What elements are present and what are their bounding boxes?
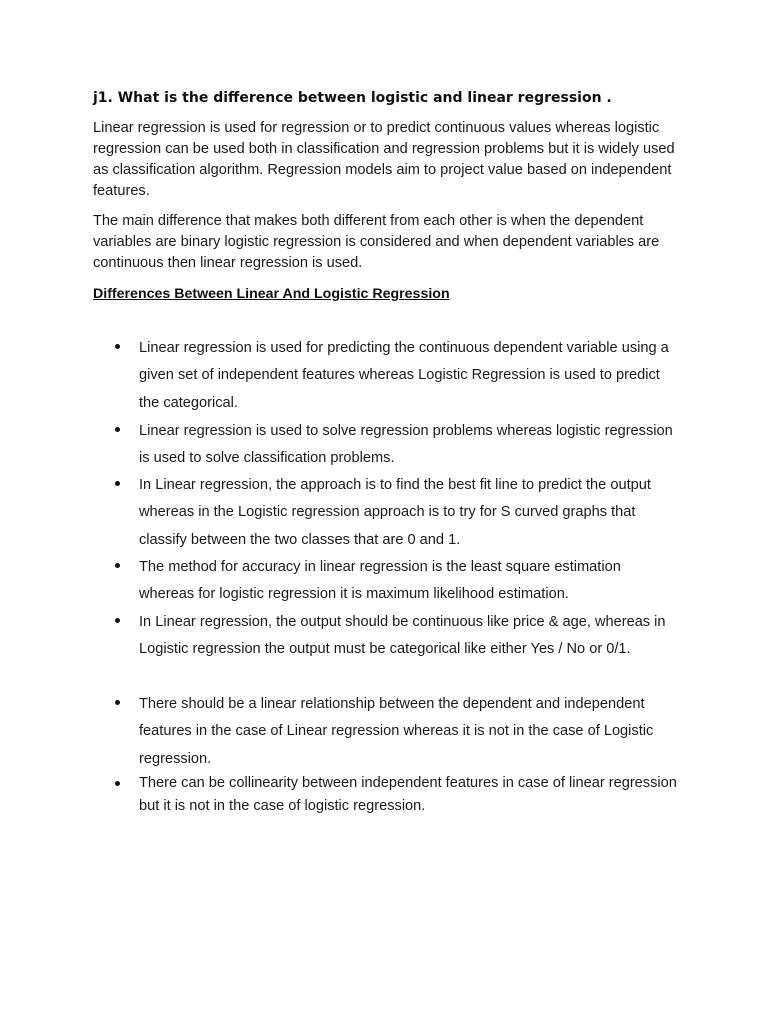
- list-item: [139, 691, 679, 773]
- list-item-text: Linear regression is used to solve regression problems whereas logistic regression is used to solve classification problems.: [139, 423, 673, 467]
- list-item-text: In Linear regression, the approach is to find the best fit line to predict the output whereas in the Logistic regression approach is to try for S curved graphs that classify between the two classes that are 0 and 1.: [139, 477, 651, 548]
- list-item: [139, 554, 679, 609]
- bullet-icon: [115, 344, 120, 349]
- list-item: [139, 772, 679, 818]
- bullet-icon: [115, 618, 120, 623]
- list-item-text: Linear regression is used for predicting the continuous dependent variable using a given set of independent features whereas Logistic Regression is used to predict the categorical.: [139, 340, 669, 411]
- section-heading: Differences Between Linear And Logistic Regression: [93, 286, 450, 302]
- list-item-text: There should be a linear relationship between the dependent and independent features in the case of Linear regression whereas it is not in the case of Logistic regression.: [139, 696, 654, 767]
- bullet-icon: [115, 781, 120, 786]
- list-item-text: The method for accuracy in linear regression is the least square estimation whereas for logistic regression it is maximum likelihood estimation.: [139, 559, 621, 603]
- bullet-icon: [115, 563, 120, 568]
- paragraph-intro: Linear regression is used for regression or to predict continuous values whereas logistic regression can be used both in classification and regression problems but it is widely used as classification algorithm. Regression models aim to project value based on independent features.: [93, 120, 675, 199]
- list-item: [139, 609, 679, 664]
- bullet-icon: [115, 427, 120, 432]
- bullet-icon: [115, 481, 120, 486]
- list-item-text: There can be collinearity between independent features in case of linear regression but it is not in the case of logistic regression.: [139, 775, 677, 814]
- paragraph-main-difference: The main difference that makes both different from each other is when the dependent variables are binary logistic regression is considered and when dependent variables are continuous then linear regression is used.: [93, 213, 660, 271]
- list-item: [139, 335, 679, 417]
- list-item: [139, 472, 679, 554]
- bullet-icon: [115, 700, 120, 705]
- list-item: [139, 418, 679, 473]
- question-title: j1. What is the difference between logistic and linear regression .: [93, 90, 612, 106]
- list-item-text: In Linear regression, the output should be continuous like price & age, whereas in Logistic regression the output must be categorical like either Yes / No or 0/1.: [139, 614, 666, 658]
